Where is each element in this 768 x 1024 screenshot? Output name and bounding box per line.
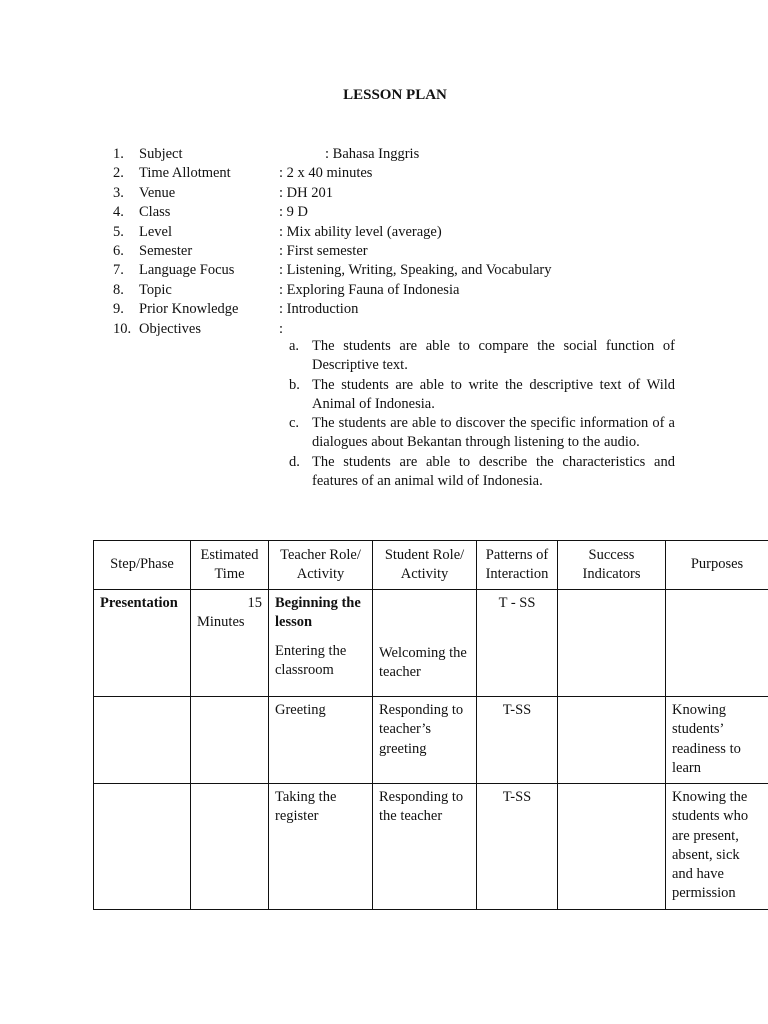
header-purposes: Purposes <box>666 541 768 590</box>
cell-pattern: T-SS <box>477 697 558 784</box>
info-label: Time Allotment <box>139 165 231 182</box>
header-patterns-of-interaction: Patterns of Interaction <box>477 541 558 590</box>
cell-phase <box>94 590 191 697</box>
objective-item <box>287 376 675 415</box>
info-row-prior-knowledge <box>113 300 693 319</box>
teacher-activity: Entering the classroom <box>275 642 347 678</box>
info-row-time-allotment <box>113 164 693 183</box>
info-label: Level <box>139 223 173 240</box>
objective-letter: a. <box>289 338 300 354</box>
objective-text: The students are able to describe the characteristics and features of an animal wild of Indonesia. <box>312 453 675 490</box>
cell-teacher-activity <box>269 590 373 697</box>
info-label: Topic <box>139 281 172 298</box>
cell-pattern: T - SS <box>477 590 558 697</box>
cell-student-activity: Responding to the teacher <box>373 784 477 910</box>
info-number: 7. <box>113 262 124 279</box>
info-label: Prior Knowledge <box>139 301 239 318</box>
info-number: 6. <box>113 242 124 259</box>
info-number: 10. <box>113 320 132 337</box>
header-step-phase: Step/Phase <box>94 541 191 590</box>
cell-estimated-time <box>191 590 269 697</box>
objective-text: The students are able to compare the social function of Descriptive text. <box>312 338 675 374</box>
header-student-role: Student Role/ Activity <box>373 541 477 590</box>
lesson-info-list <box>113 145 693 339</box>
time-unit: Minutes <box>197 614 245 631</box>
cell-purposes <box>666 590 768 697</box>
info-number: 3. <box>113 184 124 201</box>
header-success-indicators: Success Indicators <box>558 541 666 590</box>
info-row-topic <box>113 281 693 300</box>
info-number: 5. <box>113 223 124 240</box>
header-teacher-role: Teacher Role/ Activity <box>269 541 373 590</box>
objective-text: The students are able to discover the specific information of a dialogues about Bekantan through listening to the audio. <box>312 415 675 451</box>
info-value: : 2 x 40 minutes <box>279 165 373 182</box>
cell-success-indicators <box>558 697 666 784</box>
info-label: Semester <box>139 242 193 259</box>
info-row-subject <box>113 145 693 164</box>
objective-letter: b. <box>289 376 300 393</box>
info-value: : Listening, Writing, Speaking, and Vocabulary <box>279 262 552 279</box>
info-row-level <box>113 223 693 242</box>
table-row <box>94 784 768 910</box>
info-number: 9. <box>113 301 124 318</box>
cell-success-indicators <box>558 784 666 910</box>
objectives-list <box>287 337 675 491</box>
info-value: : <box>279 320 284 337</box>
info-number: 8. <box>113 281 124 298</box>
info-label: Class <box>139 204 171 221</box>
cell-teacher-activity: Greeting <box>269 697 373 784</box>
info-value: : DH 201 <box>279 184 333 201</box>
objective-item <box>287 337 675 376</box>
info-number: 1. <box>113 146 124 162</box>
cell-student-activity <box>373 590 477 697</box>
info-value: : Bahasa Inggris <box>325 146 420 162</box>
cell-phase <box>94 697 191 784</box>
info-row-objectives <box>113 320 693 339</box>
info-row-language-focus <box>113 261 693 280</box>
cell-estimated-time <box>191 697 269 784</box>
info-row-semester <box>113 242 693 261</box>
cell-purposes: Knowing students’ readiness to learn <box>666 697 768 784</box>
info-label: Language Focus <box>139 262 235 279</box>
info-number: 4. <box>113 204 124 221</box>
info-value: : 9 D <box>279 204 308 221</box>
student-activity: Welcoming the teacher <box>379 645 467 681</box>
info-number: 2. <box>113 165 124 182</box>
page-title: LESSON PLAN <box>343 87 447 103</box>
info-row-venue <box>113 184 693 203</box>
cell-purposes: Knowing the students who are present, absent, sick and have permission <box>666 784 768 910</box>
table-row <box>94 590 768 697</box>
objective-text: The students are able to write the descriptive text of Wild Animal of Indonesia. <box>312 376 675 412</box>
objective-item <box>287 453 675 492</box>
objective-letter: c. <box>289 415 300 432</box>
objective-item <box>287 414 675 453</box>
objective-letter: d. <box>289 453 300 470</box>
teacher-heading: Beginning the lesson <box>275 595 361 631</box>
cell-success-indicators <box>558 590 666 697</box>
cell-pattern: T-SS <box>477 784 558 910</box>
info-label: Subject <box>139 146 183 162</box>
header-estimated-time: Estimated Time <box>191 541 269 590</box>
cell-estimated-time <box>191 784 269 910</box>
cell-phase <box>94 784 191 910</box>
info-value: : Introduction <box>279 301 359 318</box>
lesson-activity-table <box>93 540 768 910</box>
info-label: Venue <box>139 184 176 201</box>
info-label: Objectives <box>139 320 202 337</box>
info-value: : Exploring Fauna of Indonesia <box>279 281 460 298</box>
info-value: : Mix ability level (average) <box>279 223 442 240</box>
info-value: : First semester <box>279 242 368 259</box>
info-row-class <box>113 203 693 222</box>
table-header-row <box>94 541 768 590</box>
table-row <box>94 697 768 784</box>
phase-label: Presentation <box>100 595 178 611</box>
cell-teacher-activity: Taking the register <box>269 784 373 910</box>
time-number: 15 <box>247 595 262 611</box>
cell-student-activity: Responding to teacher’s greeting <box>373 697 477 784</box>
